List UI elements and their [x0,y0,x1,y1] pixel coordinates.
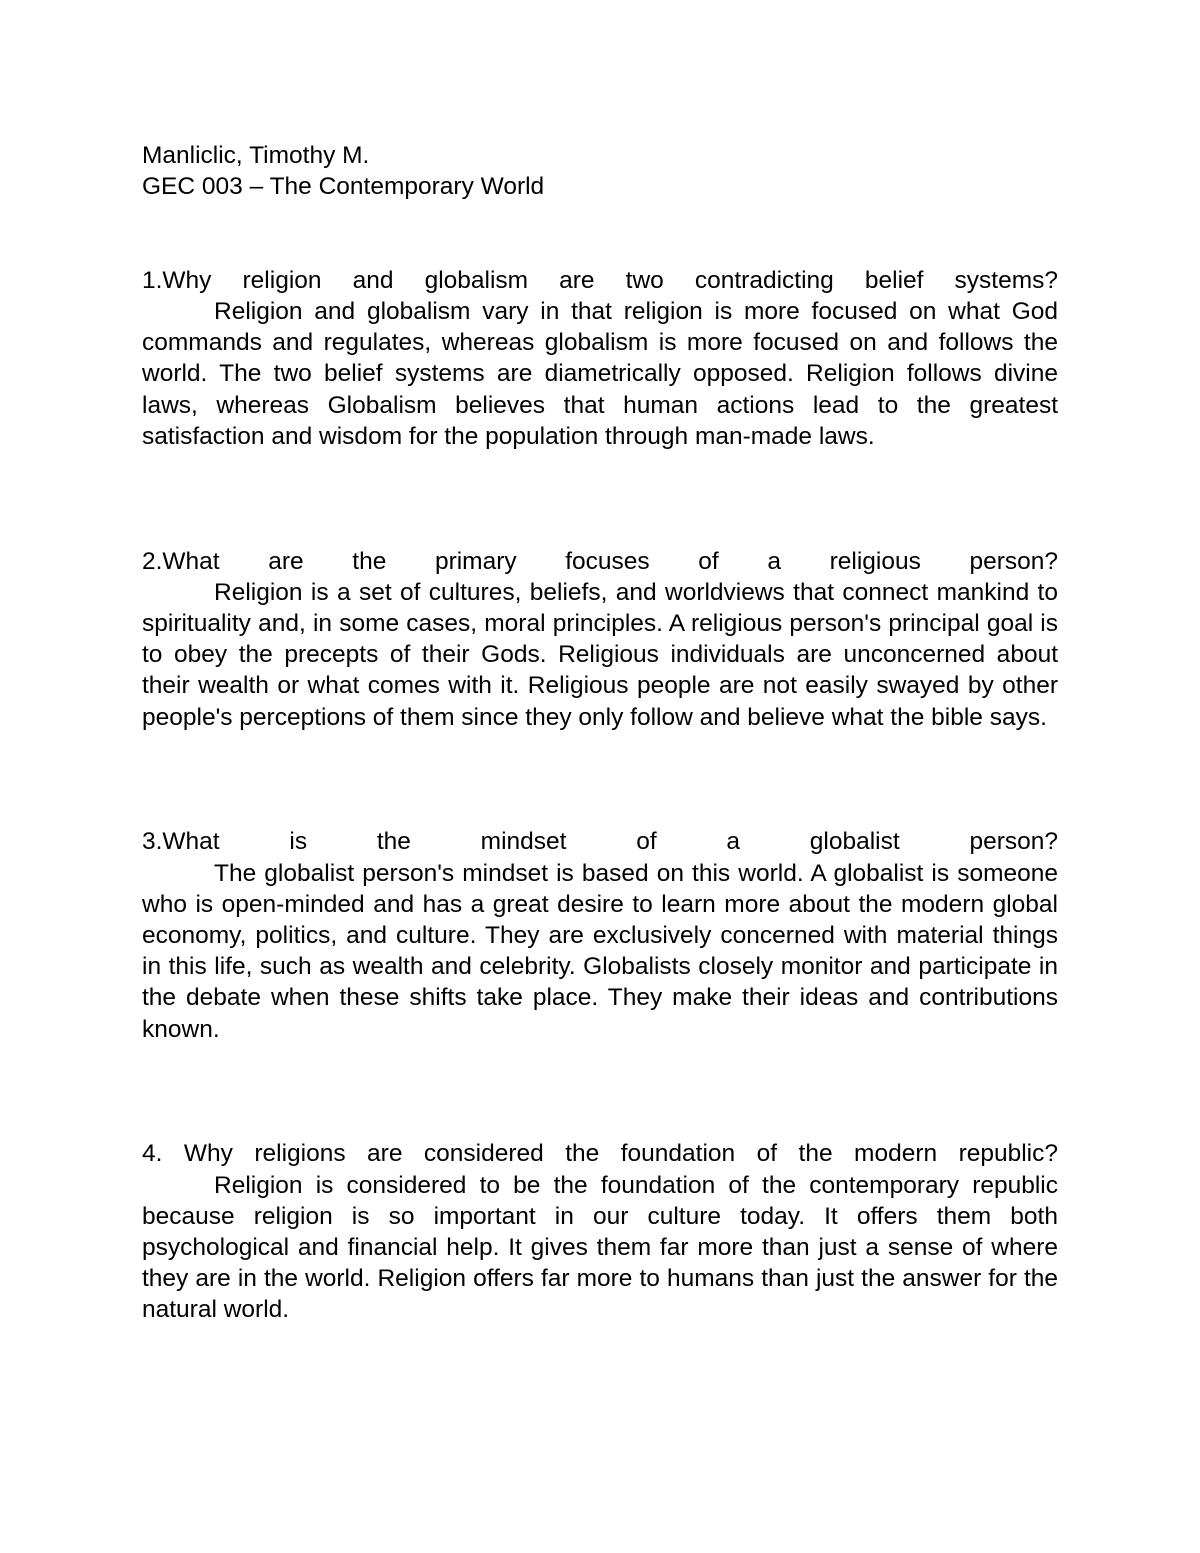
author-name: Manliclic, Timothy M. [142,142,370,169]
course-title: GEC 003 – The Contemporary World [142,173,545,201]
question-3: 3.What is the mindset of a globalist person? [142,828,1058,856]
answer-2: Religion is a set of cultures, beliefs, and worldviews that connect mankind to spirituality and, in some cases, moral principles. A religious person's principal goal is to obey the precepts of their Gods. Religious individuals are unconcerned about their wealth or what comes with it. Religious people are not easily swayed by other people's perceptions of them since they only follow and believe what the bible says. [142,578,1058,731]
qa-item-2 [142,546,1058,733]
spacer [142,733,1058,827]
answer-1: Religion and globalism vary in that religion is more focused on what God commands and regulates, whereas globalism is more focused on and follows the world. The two belief systems are diametrically opposed. Religion follows divine laws, whereas Globalism believes that human actions lead to the greatest satisfaction and wisdom for the population through man-made laws. [142,298,1058,450]
spacer [142,1045,1058,1139]
answer-4: Religion is considered to be the foundation of the contemporary republic because religion is so important in our culture today. It offers them both psychological and financial help. It gives them far more than just a sense of where they are in the world. Religion offers far more to humans than just the answer for the natural world. [142,1171,1058,1324]
question-4: 4. Why religions are considered the foundation of the modern republic? [142,1140,1058,1168]
answer-3: The globalist person's mindset is based on this world. A globalist is someone who is open-minded and has a great desire to learn more about the modern global economy, politics, and culture. They are exclusively concerned with material things in this life, such as wealth and celebrity. Globalists closely monitor and participate in the debate when these shifts take place. They make their ideas and contributions known. [142,859,1058,1043]
qa-item-4 [142,1138,1058,1325]
spacer [142,452,1058,546]
question-1: 1.Why religion and globalism are two contradicting belief systems? [142,266,1058,294]
qa-item-3 [142,826,1058,1044]
question-2: 2.What are the primary focuses of a religious person? [142,547,1058,575]
qa-item-1 [142,265,1058,452]
spacer [142,202,1058,264]
document-body [142,140,1058,1326]
